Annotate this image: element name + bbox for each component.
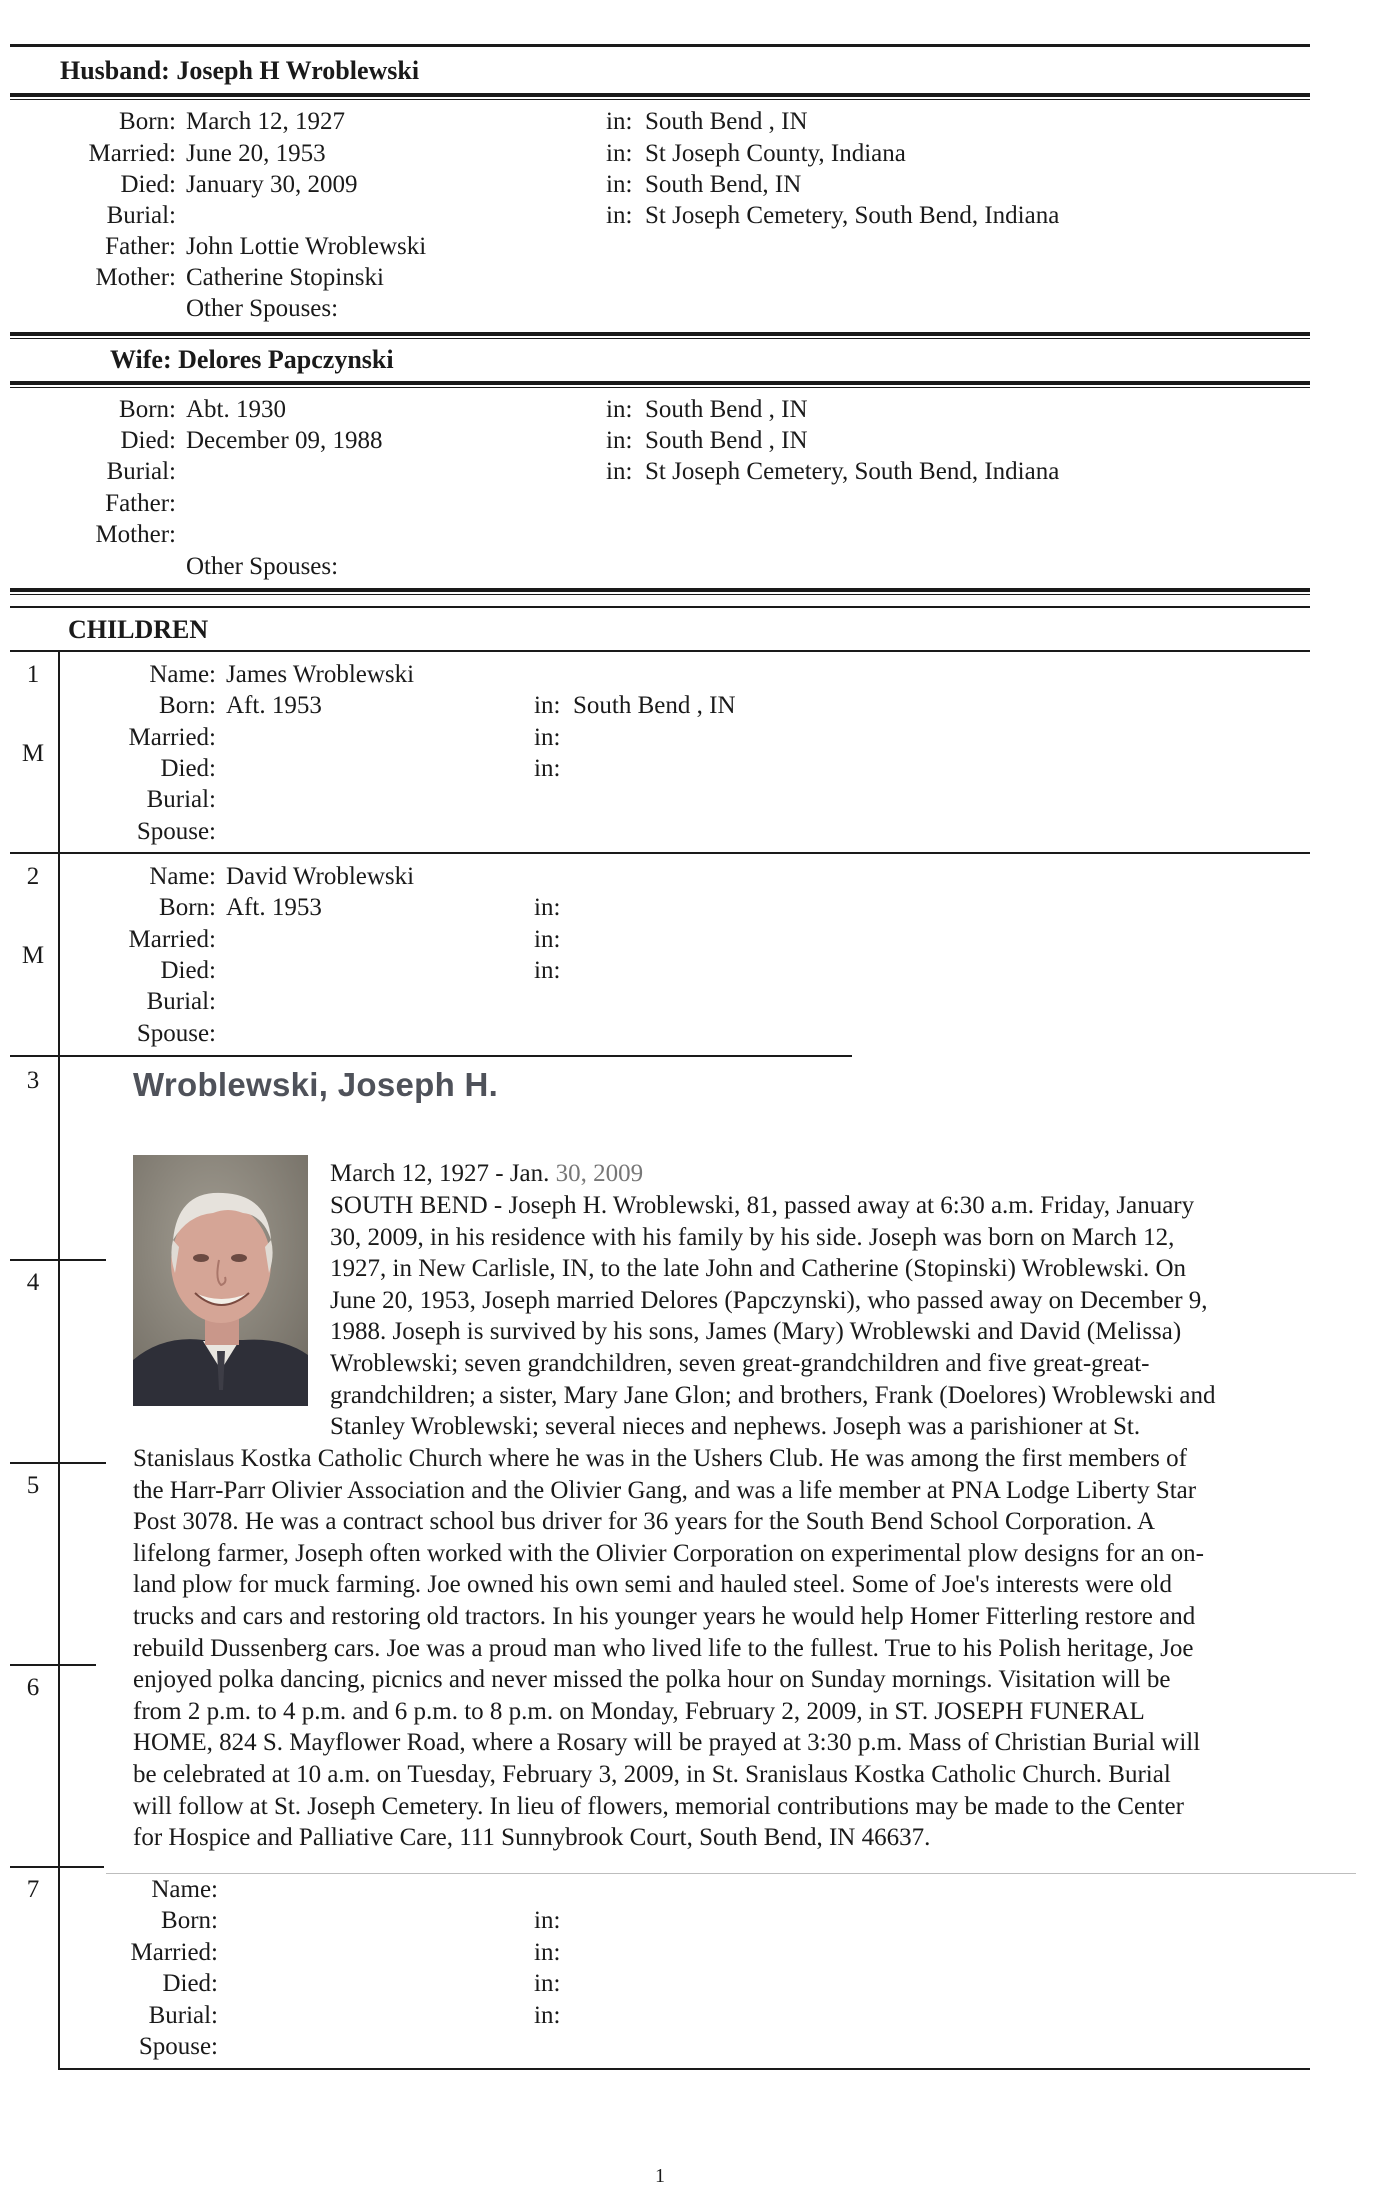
obituary-title: Wroblewski, Joseph H. [133,1066,499,1103]
obituary-line: 30, 2009, in his residence with his family by his side. Joseph was born on March 12, [330,1223,1175,1251]
place-prefix: in: [534,1970,561,1997]
place-prefix: in: [606,396,633,423]
place-prefix: in: [606,171,633,198]
fact-label: Burial: [146,988,216,1015]
obituary-line: 1988. Joseph is survived by his sons, James (Mary) Wroblewski and David (Melissa) [330,1318,1182,1346]
child-row [0,892,1383,924]
child-row [0,1937,1383,1968]
child-number: 2 [26,863,40,890]
place-value: St Joseph Cemetery, South Bend, Indiana [645,202,1060,229]
place-prefix: in: [534,724,561,751]
child-row [0,986,1383,1018]
fact-value: Abt. 1930 [186,396,286,423]
child-2-facts [0,861,1383,1049]
child-row [0,955,1383,986]
obituary-line: June 20, 1953, Joseph married Delores (Papczynski), who passed away on December 9, [330,1286,1208,1314]
husband-heading-rule [10,93,1310,97]
place-prefix: in: [606,202,633,229]
wife-row [0,425,1383,456]
fact-label: Born: [119,396,176,423]
husband-row [0,138,1383,169]
child-row [0,2031,1383,2062]
obituary-line: be celebrated at 10 a.m. on Tuesday, February 3, 2009, in St. Sranislaus Kostka Catholic Church. Burial [133,1760,1171,1788]
obituary-line: rebuild Dussenberg cars. Joe was a proud man who lived life to the fullest. True to his Polish heritage, Joe [133,1634,1194,1662]
obituary-line: land plow for muck farming. Joe owned his own semi and hauled steel. Some of Joe's interests were old [133,1571,1173,1599]
place-prefix: in: [606,108,633,135]
obituary-line: Wroblewski; seven grandchildren, seven great-grandchildren and five great-great- [330,1349,1150,1377]
wife-row [0,488,1383,519]
place-prefix: in: [534,2002,561,2029]
place-prefix: in: [606,427,633,454]
fact-value: Catherine Stopinski [186,264,384,291]
place-prefix: in: [534,755,561,782]
child-row [0,1968,1383,2000]
obituary-line: will follow at St. Joseph Cemetery. In lieu of flowers, memorial contributions may be made to the Center [133,1792,1184,1820]
obituary-dates-b: 30, 2009 [549,1160,644,1187]
husband-row [0,293,1383,324]
fact-value: January 30, 2009 [186,171,358,198]
fact-value: James Wroblewski [226,661,415,688]
fact-value: March 12, 1927 [186,108,345,135]
child-number: 4 [26,1269,40,1296]
obituary-line: from 2 p.m. to 4 p.m. and 6 p.m. to 8 p.m. on Monday, February 2, 2009, in ST. JOSEPH FUNERAL [133,1697,1145,1725]
fact-label: Born: [159,692,216,719]
wife-top-rule [10,332,1310,336]
child-row [0,861,1383,892]
place-prefix: in: [534,1939,561,1966]
husband-name: Joseph H Wroblewski [176,56,420,85]
place-value: St Joseph County, Indiana [645,140,906,167]
children-top-rule-thin [10,594,1310,595]
wife-heading-label: Wife: [110,345,172,374]
top-rule [10,44,1310,47]
place-value: South Bend, IN [645,171,802,198]
fact-label: Born: [119,108,176,135]
other-spouses-label: Other Spouses: [186,295,339,322]
wife-heading-rule [10,381,1310,385]
portrait-illustration [133,1155,308,1406]
fact-label: Married: [88,140,176,167]
obituary-line: SOUTH BEND - Joseph H. Wroblewski, 81, passed away at 6:30 a.m. Friday, January [330,1192,1195,1219]
child-divider-partial [10,1866,104,1868]
child-7-facts [0,1874,1383,2062]
wife-row [0,456,1383,488]
wife-row [0,394,1383,425]
husband-row [0,231,1383,262]
obituary-body-narrow [330,1190,1330,1443]
obituary-dates-a: March 12, 1927 - Jan. [330,1160,550,1187]
wife-facts [0,394,1383,582]
child-row [0,722,1383,753]
place-prefix: in: [534,1907,561,1934]
obituary-line: Stanislaus Kostka Catholic Church where he was in the Ushers Club. He was among the first members of [133,1445,1187,1472]
fact-label: Born: [159,894,216,921]
page-number: 1 [655,2165,665,2187]
fact-value: June 20, 1953 [186,140,326,167]
fact-label: Mother: [95,521,176,548]
place-value: South Bend , IN [645,108,808,135]
fact-label: Spouse: [136,1020,216,1047]
fact-value: John Lottie Wroblewski [186,233,427,260]
child-divider-partial [10,1462,106,1464]
child-row [0,1874,1383,1905]
place-value: South Bend , IN [645,396,808,423]
child-divider [10,852,1310,854]
fact-value: Aft. 1953 [226,692,322,719]
obituary-line: 1927, in New Carlisle, IN, to the late John and Catherine (Stopinski) Wroblewski. On [330,1255,1187,1283]
fact-label: Died: [162,1970,218,1997]
wife-row [0,519,1383,551]
obituary-line: trucks and cars and restoring old tractors. In his younger years he would help Homer Fitterling restore and [133,1602,1196,1630]
children-bottom-rule [58,2068,1310,2070]
fact-label: Died: [160,755,216,782]
child-row [0,924,1383,955]
child-row [0,2000,1383,2031]
fact-label: Mother: [95,264,176,291]
fact-label: Spouse: [138,2033,218,2060]
fact-label: Father: [105,490,176,517]
obituary-line: for Hospice and Palliative Care, 111 Sunnybrook Court, South Bend, IN 46637. [133,1824,931,1852]
children-heading-rule [10,650,1310,652]
place-value: South Bend , IN [645,427,808,454]
fact-label: Died: [160,957,216,984]
child-row [0,1905,1383,1937]
obituary-line: the Harr-Parr Olivier Association and the Olivier Gang, and was a life member at PNA Lodge Liberty Star [133,1476,1197,1504]
place-prefix: in: [534,894,561,921]
fact-label: Born: [161,1907,218,1934]
fact-label: Name: [149,661,216,688]
wife-row [0,551,1383,582]
obituary-line: Post 3078. He was a contract school bus driver for 36 years for the South Bend School Corporation. A [133,1508,1156,1536]
place-prefix: in: [606,458,633,485]
child-row [0,659,1383,690]
child-row [0,784,1383,816]
husband-row [0,262,1383,293]
children-top-rule [10,588,1310,592]
fact-label: Died: [120,427,176,454]
child-row [0,690,1383,722]
fact-label: Married: [130,1939,218,1966]
fact-label: Burial: [106,458,176,485]
child-number: 6 [26,1674,40,1701]
children-heading: CHILDREN [68,615,209,644]
fact-value: December 09, 1988 [186,427,383,454]
child-row [0,1018,1383,1049]
children-rule-2 [10,606,1310,608]
other-spouses-label: Other Spouses: [186,553,339,580]
husband-row [0,200,1383,231]
place-prefix: in: [534,926,561,953]
obituary-line: grandchildren; a sister, Mary Jane Glon; and brothers, Frank (Doelores) Wroblewski and [330,1381,1216,1409]
child-number: 3 [26,1067,40,1094]
fact-label: Father: [105,233,176,260]
child-sex: M [21,740,45,767]
fact-value: David Wroblewski [226,863,415,890]
child-number: 1 [26,661,40,688]
wife-heading-rule-thin [10,387,1310,388]
obituary-line: HOME, 824 S. Mayflower Road, where a Rosary will be prayed at 3:30 p.m. Mass of Christian Burial will [133,1729,1201,1757]
child-1-facts [0,659,1383,847]
fact-label: Burial: [146,786,216,813]
fact-label: Died: [120,171,176,198]
child-row [0,816,1383,847]
child-sex: M [21,942,45,969]
portrait-photo [133,1155,308,1406]
husband-row [0,106,1383,138]
fact-label: Married: [128,724,216,751]
fact-label: Name: [151,1876,218,1903]
obituary-body-wide [133,1443,1333,1854]
husband-facts [0,106,1383,324]
obituary-line: lifelong farmer, Joseph often worked with the Olivier Corporation on experimental plow designs for an on- [133,1539,1204,1567]
place-value: St Joseph Cemetery, South Bend, Indiana [645,458,1060,485]
wife-top-rule-thin [10,338,1310,339]
obituary-line: enjoyed polka dancing, picnics and never missed the polka hour on Sunday mornings. Visitation will be [133,1666,1171,1694]
husband-heading-rule-thin [10,99,1310,100]
fact-label: Name: [149,863,216,890]
fact-label: Burial: [148,2002,218,2029]
husband-heading-label: Husband: [60,56,170,85]
fact-value: Aft. 1953 [226,894,322,921]
place-value: South Bend , IN [573,692,736,719]
fact-label: Spouse: [136,818,216,845]
child-number: 5 [26,1472,40,1499]
child-row [0,753,1383,784]
child-divider-partial [10,1664,96,1666]
obituary-line: Stanley Wroblewski; several nieces and nephews. Joseph was a parishioner at St. [330,1413,1141,1441]
child-divider-partial [10,1259,106,1261]
wife-heading [110,344,394,376]
fact-label: Married: [128,926,216,953]
fact-label: Burial: [106,202,176,229]
child-number: 7 [26,1876,40,1903]
husband-row [0,169,1383,200]
place-prefix: in: [606,140,633,167]
wife-name: Delores Papczynski [178,345,394,374]
husband-heading [60,55,419,87]
child-divider [10,1055,852,1057]
obituary-dates [330,1158,643,1190]
place-prefix: in: [534,957,561,984]
place-prefix: in: [534,692,561,719]
